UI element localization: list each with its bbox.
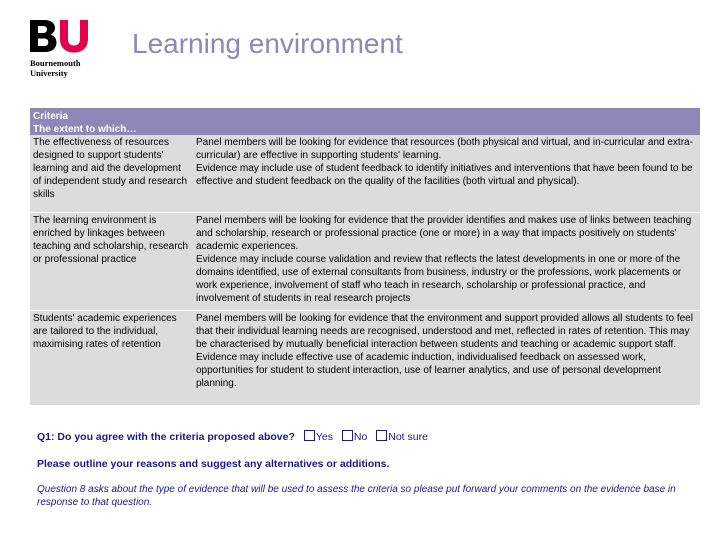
guidance-text: Panel members will be looking for evidence that the environment and support provided allows all students to feel that their individual learning needs are recognised, understood and met, reflected in rates of retention. This may be characterised by mutually beneficial interaction between students and teaching or academic support staff. [196, 313, 693, 350]
table-header [30, 108, 700, 135]
table-row [30, 135, 700, 213]
logo-name-line1: Bournemouth [30, 58, 81, 68]
question-1 [37, 430, 428, 443]
criterion-cell: Students' academic experiences are tailored to the individual, maximising rates of retention [33, 313, 177, 350]
page-title: Learning environment [132, 28, 403, 59]
option-yes-label: Yes [315, 431, 333, 443]
logo-name-line2: University [30, 68, 68, 78]
guidance-text: Panel members will be looking for evidence that the provider identifies and makes use of links between teaching and scholarship, research or professional practice (one or more) in a way that impacts positively on students' academic experiences. [196, 215, 692, 252]
header-extent: The extent to which… [33, 124, 137, 135]
guidance-cell [192, 135, 700, 212]
criteria-table [30, 108, 700, 406]
bu-logo-mark [30, 18, 92, 56]
option-no-label: No [353, 431, 368, 443]
guidance-cell [192, 311, 700, 405]
evidence-text: Evidence may include use of student feedback to identify initiatives and interventions that have been found to be effective and student feedback on the quality of the facilities (both virtual and physical). [196, 163, 693, 187]
university-logo [30, 18, 100, 78]
evidence-text: Evidence may include course validation and review that reflects the latest developments in one or more of the domains identified, use of external consultants from business, industry or the professions, work placements or work experience, involvement of staff who teach in research, scholarship or professional practice, and involvement of students in real research projects [196, 254, 682, 304]
question-8-note: Question 8 asks about the type of evidence that will be used to assess the criteria so please put forward your comments on the evidence base in response to that question. [37, 484, 676, 508]
criterion-cell: The learning environment is enriched by linkages between teaching and scholarship, research or professional practice [33, 215, 189, 265]
checkbox-not-sure[interactable] [376, 430, 387, 441]
question-text: Q1: Do you agree with the criteria proposed above? [37, 431, 295, 443]
guidance-text: Panel members will be looking for evidence that resources (both physical and virtual, and in-curricular and extra-curricular) are effective in supporting students' learning. [196, 137, 693, 161]
option-not-sure-label: Not sure [388, 431, 428, 443]
checkbox-no[interactable] [342, 430, 353, 441]
checkbox-yes[interactable] [304, 430, 315, 441]
outline-prompt: Please outline your reasons and suggest any alternatives or additions. [37, 458, 390, 470]
evidence-text: Evidence may include effective use of academic induction, individualised feedback on assessed work, opportunities for student to student interaction, use of learner analytics, and use of personal development planning. [196, 352, 661, 389]
header-criteria: Criteria [33, 111, 69, 122]
table-row [30, 311, 700, 406]
criterion-cell: The effectiveness of resources designed to support students' learning and aid the development of independent study and research skills [33, 137, 187, 200]
table-row [30, 213, 700, 311]
guidance-cell [192, 213, 700, 310]
